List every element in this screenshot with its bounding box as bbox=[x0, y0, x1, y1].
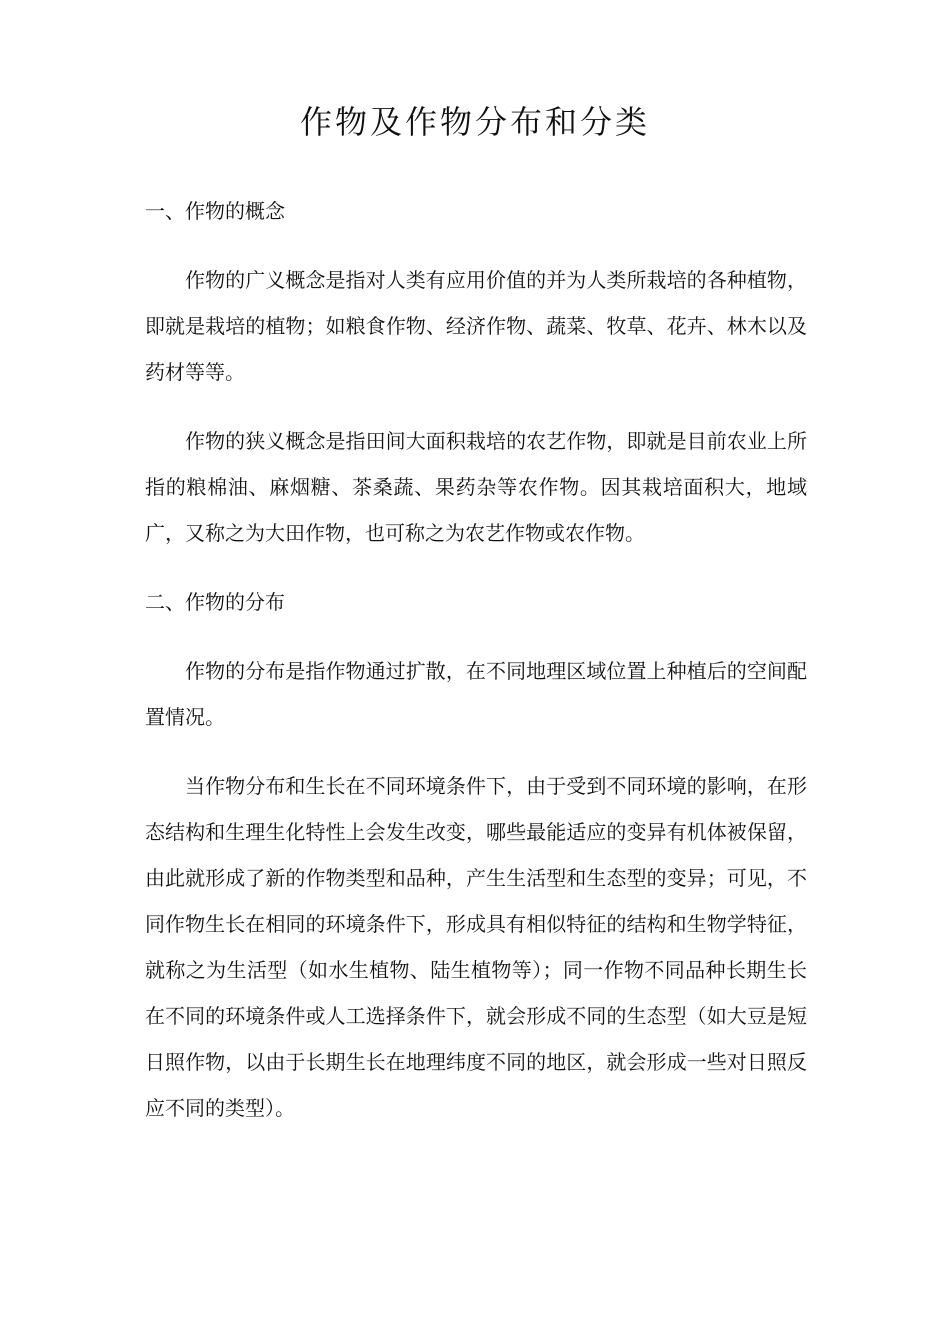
section-heading-concept: 一、作物的概念 bbox=[145, 199, 285, 223]
paragraph-distribution-variation: 当作物分布和生长在不同环境条件下，由于受到不同环境的影响，在形态结构和生理生化特性上会发生改变，哪些最能适应的变异有机体被保留，由此就形成了新的作物类型和品种，产生生活型和生态型的变异；可见，不同作物生长在相同的环境条件下，形成具有相似特征的结构和生物学特征，就称之为生活型（如水生植物、陆生植物等）；同一作物不同品种长期生长在不同的环境条件或人工选择条件下，就会形成不同的生态型（如大豆是短日照作物，以由于长期生长在地理纬度不同的地区，就会形成一些对日照反应不同的类型）。 bbox=[145, 774, 807, 1120]
paragraph-distribution-definition: 作物的分布是指作物通过扩散，在不同地理区域位置上种植后的空间配置情况。 bbox=[145, 659, 807, 729]
section-heading-distribution: 二、作物的分布 bbox=[145, 590, 285, 614]
paragraph-narrow-concept: 作物的狭义概念是指田间大面积栽培的农艺作物，即就是目前农业上所指的粮棉油、麻烟糖、茶桑蔬、果药杂等农作物。因其栽培面积大，地域广，又称之为大田作物，也可称之为农艺作物或农作物。 bbox=[145, 429, 807, 545]
document-title: 作物及作物分布和分类 bbox=[299, 103, 650, 141]
document-body bbox=[145, 188, 807, 1154]
paragraph-broad-concept: 作物的广义概念是指对人类有应用价值的并为人类所栽培的各种植物，即就是栽培的植物；如粮食作物、经济作物、蔬菜、牧草、花卉、林木以及药材等等。 bbox=[145, 268, 807, 384]
